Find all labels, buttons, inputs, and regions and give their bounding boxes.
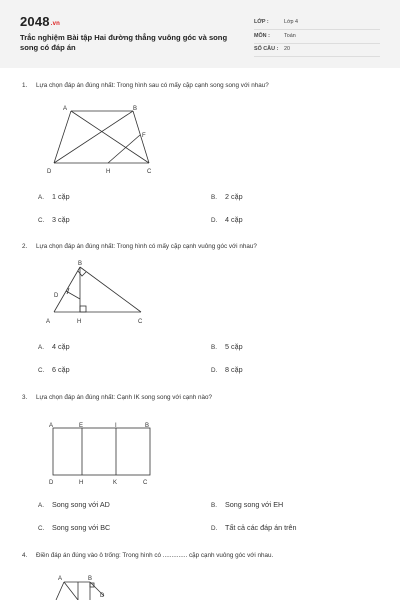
option-a[interactable]: A. 4 cặp (38, 342, 70, 351)
site-logo[interactable]: 2048.vn (20, 14, 61, 29)
label-A: A (46, 319, 51, 325)
label-H: H (79, 480, 84, 486)
meta-key: MÔN : (254, 33, 270, 39)
label-D: D (100, 593, 105, 599)
question-text: Lựa chọn đáp án đúng nhất: Cạnh IK song song với cạnh nào? (36, 394, 213, 401)
option-d[interactable]: D. 4 cặp (211, 215, 243, 224)
label-H: H (77, 319, 82, 325)
option-c[interactable]: C. 6 cặp (38, 365, 70, 374)
meta-value: Toán (284, 33, 296, 39)
label-D: D (47, 169, 52, 175)
quiz-title: Trắc nghiệm Bài tập Hai đường thẳng vuông góc và song song có đáp án (20, 33, 228, 52)
label-C: C (138, 319, 143, 325)
page-header (0, 0, 400, 68)
label-B: B (88, 576, 93, 582)
meta-key: LỚP : (254, 19, 269, 25)
option-c[interactable]: C. 3 cặp (38, 215, 70, 224)
label-H: H (106, 169, 111, 175)
option-a[interactable]: A. 1 cặp (38, 192, 70, 201)
option-c[interactable]: C. Song song với BC (38, 523, 111, 532)
question-text: Lựa chọn đáp án đúng nhất: Trong hình sau có mấy cặp cạnh song song với nhau? (36, 82, 269, 89)
figure-trapezoid (45, 104, 165, 179)
label-A: A (49, 423, 54, 429)
label-E: E (79, 423, 84, 429)
option-b[interactable]: B. Song song với EH (211, 500, 284, 509)
option-b[interactable]: B. 5 cặp (211, 342, 243, 351)
divider (254, 56, 380, 57)
figure-partial (50, 572, 120, 600)
question-number: 1. (22, 82, 28, 89)
question-text: Lựa chọn đáp án đúng nhất: Trong hình có mấy cặp cạnh vuông góc với nhau? (36, 243, 257, 250)
label-A: A (63, 106, 68, 112)
figure-rectangles (45, 419, 165, 489)
label-D: D (54, 293, 59, 299)
label-K: K (113, 480, 118, 486)
divider (254, 29, 380, 30)
meta-value: Lớp 4 (284, 19, 299, 25)
option-a[interactable]: A. Song song với AD (38, 500, 110, 509)
question-number: 2. (22, 243, 28, 250)
question-text: Điền đáp án đúng vào ô trống: Trong hình có .............. cặp cạnh vuông góc với nhau. (36, 552, 274, 559)
label-F: F (142, 133, 146, 139)
label-I: I (115, 423, 117, 429)
label-B: B (78, 261, 83, 267)
question-number: 4. (22, 552, 28, 559)
option-d[interactable]: D. 8 cặp (211, 365, 243, 374)
label-D: D (49, 480, 54, 486)
figure-right-triangle (40, 255, 160, 330)
label-B: B (133, 106, 138, 112)
label-B: B (145, 423, 150, 429)
option-b[interactable]: B. 2 cặp (211, 192, 243, 201)
meta-key: SỐ CÂU : (254, 46, 279, 52)
option-d[interactable]: D. Tất cả các đáp án trên (211, 523, 297, 532)
label-C: C (147, 169, 152, 175)
divider (254, 43, 380, 44)
label-A: A (58, 576, 63, 582)
label-C: C (143, 480, 148, 486)
question-number: 3. (22, 394, 28, 401)
meta-value: 20 (284, 46, 290, 52)
